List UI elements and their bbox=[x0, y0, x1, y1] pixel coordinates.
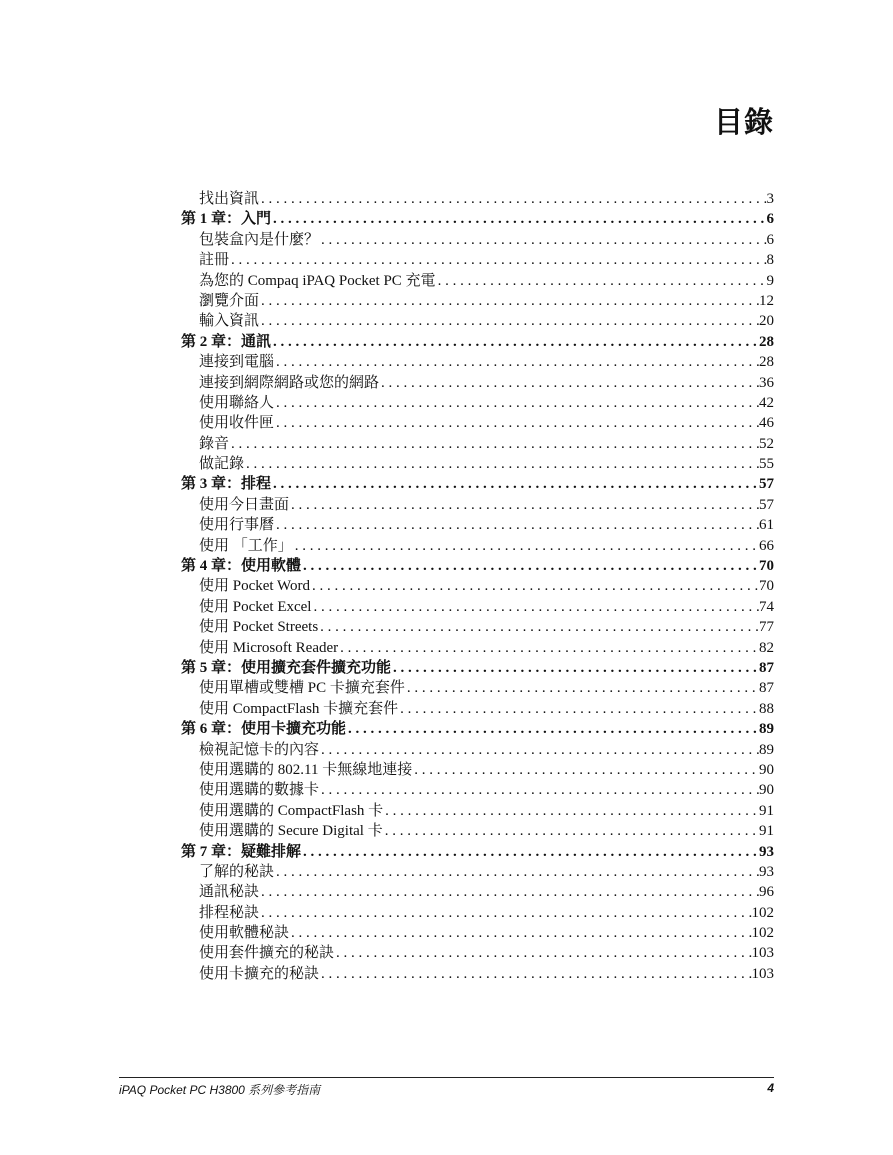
toc-entry-page: 77 bbox=[759, 619, 774, 636]
toc-section-entry[interactable] bbox=[181, 413, 774, 433]
toc-dot-leader bbox=[383, 821, 759, 841]
toc-dot-leader bbox=[383, 801, 759, 821]
toc-entry-title: 瀏覽介面 bbox=[199, 292, 260, 309]
toc-dot-leader bbox=[319, 230, 766, 250]
toc-section-entry[interactable] bbox=[181, 352, 774, 372]
toc-entry-page: 93 bbox=[759, 863, 774, 880]
footer-divider bbox=[119, 1077, 774, 1078]
toc-entry-page: 66 bbox=[759, 537, 774, 554]
toc-entry-title: 連接到電腦 bbox=[199, 354, 275, 371]
toc-dot-leader bbox=[310, 576, 759, 596]
toc-entry-page: 61 bbox=[759, 517, 774, 534]
toc-section-entry[interactable] bbox=[181, 189, 774, 209]
toc-dot-leader bbox=[259, 311, 759, 331]
toc-entry-page: 91 bbox=[759, 823, 774, 840]
toc-entry-page: 28 bbox=[759, 333, 774, 350]
toc-entry-title: 連接到網際網路或您的網路 bbox=[199, 374, 380, 391]
toc-section-entry[interactable] bbox=[181, 780, 774, 800]
toc-dot-leader bbox=[319, 740, 759, 760]
toc-section-entry[interactable] bbox=[181, 454, 774, 474]
toc-dot-leader bbox=[274, 413, 759, 433]
toc-dot-leader bbox=[271, 332, 759, 352]
toc-dot-leader bbox=[274, 393, 759, 413]
toc-entry-title: 使用 Pocket Streets bbox=[199, 619, 319, 636]
toc-section-entry[interactable] bbox=[181, 964, 774, 984]
toc-section-entry[interactable] bbox=[181, 393, 774, 413]
toc-section-entry[interactable] bbox=[181, 434, 774, 454]
toc-dot-leader bbox=[229, 250, 766, 270]
toc-entry-title: 註冊 bbox=[199, 252, 230, 269]
toc-entry-page: 103 bbox=[751, 945, 774, 962]
toc-entry-title: 使用收件匣 bbox=[199, 415, 275, 432]
toc-dot-leader bbox=[271, 474, 759, 494]
toc-entry-title: 使用單槽或雙槽 PC 卡擴充套件 bbox=[199, 680, 405, 697]
toc-section-entry[interactable] bbox=[181, 536, 774, 556]
toc-entry-title: 使用軟體秘訣 bbox=[199, 925, 290, 942]
toc-entry-title: 使用選購的 CompactFlash 卡 bbox=[199, 802, 384, 819]
toc-dot-leader bbox=[274, 515, 759, 535]
toc-dot-leader bbox=[319, 964, 751, 984]
toc-entry-title: 了解的秘訣 bbox=[199, 863, 275, 880]
toc-entry-title: 使用卡擴充的秘訣 bbox=[199, 965, 320, 982]
toc-dot-leader bbox=[244, 454, 759, 474]
toc-dot-leader bbox=[319, 780, 759, 800]
toc-entry-page: 82 bbox=[759, 639, 774, 656]
toc-section-entry[interactable] bbox=[181, 760, 774, 780]
toc-dot-leader bbox=[274, 862, 759, 882]
toc-entry-page: 89 bbox=[759, 741, 774, 758]
toc-chapter-entry[interactable] bbox=[181, 209, 774, 229]
toc-entry-page: 96 bbox=[759, 884, 774, 901]
toc-entry-title: 使用今日畫面 bbox=[199, 496, 290, 513]
toc-entry-title: 錄音 bbox=[199, 435, 230, 452]
toc-entry-title: 第 2 章：通訊 bbox=[181, 333, 272, 350]
toc-entry-title: 做記錄 bbox=[199, 456, 245, 473]
toc-dot-leader bbox=[301, 556, 759, 576]
toc-entry-page: 12 bbox=[759, 292, 774, 309]
toc-entry-page: 55 bbox=[759, 456, 774, 473]
toc-entry-title: 使用 Pocket Word bbox=[199, 578, 311, 595]
toc-dot-leader bbox=[274, 352, 759, 372]
toc-section-entry[interactable] bbox=[181, 597, 774, 617]
toc-chapter-entry[interactable] bbox=[181, 332, 774, 352]
toc-chapter-entry[interactable] bbox=[181, 658, 774, 678]
toc-dot-leader bbox=[259, 903, 751, 923]
toc-entry-page: 3 bbox=[766, 191, 774, 207]
toc-dot-leader bbox=[259, 291, 759, 311]
toc-entry-page: 6 bbox=[766, 211, 774, 228]
toc-dot-leader bbox=[334, 943, 751, 963]
toc-entry-page: 9 bbox=[766, 272, 774, 289]
toc-entry-title: 包裝盒內是什麼？ bbox=[199, 231, 320, 248]
toc-chapter-entry[interactable] bbox=[181, 474, 774, 494]
toc-section-entry[interactable] bbox=[181, 311, 774, 331]
toc-dot-leader bbox=[289, 495, 759, 515]
toc-entry-page: 6 bbox=[766, 231, 774, 248]
toc-entry-title: 通訊秘訣 bbox=[199, 884, 260, 901]
toc-dot-leader bbox=[301, 842, 759, 862]
toc-entry-title: 第 1 章：入門 bbox=[181, 211, 272, 228]
toc-chapter-entry[interactable] bbox=[181, 556, 774, 576]
toc-entry-title: 使用選購的 802.11 卡無線地連接 bbox=[199, 761, 413, 778]
toc-dot-leader bbox=[398, 699, 759, 719]
toc-entry-title: 使用 CompactFlash 卡擴充套件 bbox=[199, 700, 399, 717]
toc-entry-title: 使用 「工作」 bbox=[199, 537, 293, 554]
toc-dot-leader bbox=[405, 678, 759, 698]
toc-entry-title: 使用套件擴充的秘訣 bbox=[199, 945, 335, 962]
toc-dot-leader bbox=[289, 923, 751, 943]
toc-chapter-entry[interactable] bbox=[181, 719, 774, 739]
toc-entry-page: 74 bbox=[759, 598, 774, 615]
toc-entry-title: 使用選購的 Secure Digital 卡 bbox=[199, 823, 383, 840]
toc-section-entry[interactable] bbox=[181, 230, 774, 250]
table-of-contents bbox=[181, 189, 774, 984]
toc-section-entry[interactable] bbox=[181, 862, 774, 882]
toc-entry-page: 42 bbox=[759, 394, 774, 411]
toc-entry-page: 70 bbox=[759, 578, 774, 595]
toc-section-entry[interactable] bbox=[181, 638, 774, 658]
toc-dot-leader bbox=[391, 658, 759, 678]
toc-section-entry[interactable] bbox=[181, 903, 774, 923]
toc-entry-title: 第 5 章：使用擴充套件擴充功能 bbox=[181, 659, 392, 676]
toc-dot-leader bbox=[229, 434, 759, 454]
toc-entry-page: 36 bbox=[759, 374, 774, 391]
toc-dot-leader bbox=[379, 373, 759, 393]
toc-entry-title: 第 6 章：使用卡擴充功能 bbox=[181, 721, 347, 738]
toc-entry-page: 20 bbox=[759, 313, 774, 330]
toc-entry-title: 使用行事曆 bbox=[199, 517, 275, 534]
toc-section-entry[interactable] bbox=[181, 271, 774, 291]
toc-entry-title: 使用 Pocket Excel bbox=[199, 598, 312, 615]
toc-entry-title: 輸入資訊 bbox=[199, 313, 260, 330]
page-title: 目錄 bbox=[713, 105, 774, 139]
toc-entry-page: 90 bbox=[759, 761, 774, 778]
toc-entry-page: 102 bbox=[751, 925, 774, 942]
toc-entry-title: 使用 Microsoft Reader bbox=[199, 639, 339, 656]
toc-entry-title: 找出資訊 bbox=[199, 191, 260, 207]
toc-section-entry[interactable] bbox=[181, 699, 774, 719]
toc-entry-page: 93 bbox=[759, 843, 774, 860]
toc-entry-page: 57 bbox=[759, 496, 774, 513]
toc-entry-page: 52 bbox=[759, 435, 774, 452]
toc-entry-page: 102 bbox=[751, 904, 774, 921]
toc-entry-page: 90 bbox=[759, 782, 774, 799]
toc-entry-page: 87 bbox=[759, 680, 774, 697]
toc-dot-leader bbox=[346, 719, 759, 739]
toc-entry-title: 使用聯絡人 bbox=[199, 394, 275, 411]
toc-entry-page: 88 bbox=[759, 700, 774, 717]
toc-section-entry[interactable] bbox=[181, 291, 774, 311]
toc-section-entry[interactable] bbox=[181, 250, 774, 270]
toc-entry-title: 第 7 章：疑難排解 bbox=[181, 843, 302, 860]
toc-section-entry[interactable] bbox=[181, 495, 774, 515]
toc-dot-leader bbox=[259, 882, 759, 902]
toc-entry-page: 8 bbox=[766, 252, 774, 269]
toc-section-entry[interactable] bbox=[181, 740, 774, 760]
toc-chapter-entry[interactable] bbox=[181, 842, 774, 862]
toc-entry-page: 87 bbox=[759, 659, 774, 676]
toc-dot-leader bbox=[293, 536, 759, 556]
toc-section-entry[interactable] bbox=[181, 373, 774, 393]
toc-section-entry[interactable] bbox=[181, 943, 774, 963]
toc-entry-title: 使用選購的數據卡 bbox=[199, 782, 320, 799]
toc-dot-leader bbox=[311, 597, 759, 617]
toc-entry-page: 103 bbox=[751, 965, 774, 982]
toc-section-entry[interactable] bbox=[181, 515, 774, 535]
toc-dot-leader bbox=[436, 271, 767, 291]
toc-section-entry[interactable] bbox=[181, 821, 774, 841]
toc-entry-page: 46 bbox=[759, 415, 774, 432]
toc-section-entry[interactable] bbox=[181, 923, 774, 943]
toc-entry-page: 91 bbox=[759, 802, 774, 819]
toc-entry-page: 89 bbox=[759, 721, 774, 738]
toc-entry-title: 排程秘訣 bbox=[199, 904, 260, 921]
toc-entry-title: 第 3 章：排程 bbox=[181, 476, 272, 493]
toc-section-entry[interactable] bbox=[181, 801, 774, 821]
toc-dot-leader bbox=[318, 617, 759, 637]
toc-entry-title: 為您的 Compaq iPAQ Pocket PC 充電 bbox=[199, 272, 436, 289]
toc-section-entry[interactable] bbox=[181, 882, 774, 902]
toc-section-entry[interactable] bbox=[181, 576, 774, 596]
toc-entry-page: 57 bbox=[759, 476, 774, 493]
toc-dot-leader bbox=[338, 638, 759, 658]
toc-entry-page: 70 bbox=[759, 558, 774, 575]
toc-dot-leader bbox=[412, 760, 759, 780]
footer-doc-title: iPAQ Pocket PC H3800 系列參考指南 bbox=[119, 1083, 321, 1097]
toc-entry-title: 第 4 章：使用軟體 bbox=[181, 558, 302, 575]
toc-section-entry[interactable] bbox=[181, 678, 774, 698]
footer-page-number: 4 bbox=[767, 1081, 774, 1095]
toc-dot-leader bbox=[271, 209, 766, 229]
toc-entry-page: 28 bbox=[759, 354, 774, 371]
toc-dot-leader bbox=[259, 189, 766, 209]
toc-section-entry[interactable] bbox=[181, 617, 774, 637]
toc-entry-title: 檢視記憶卡的內容 bbox=[199, 741, 320, 758]
